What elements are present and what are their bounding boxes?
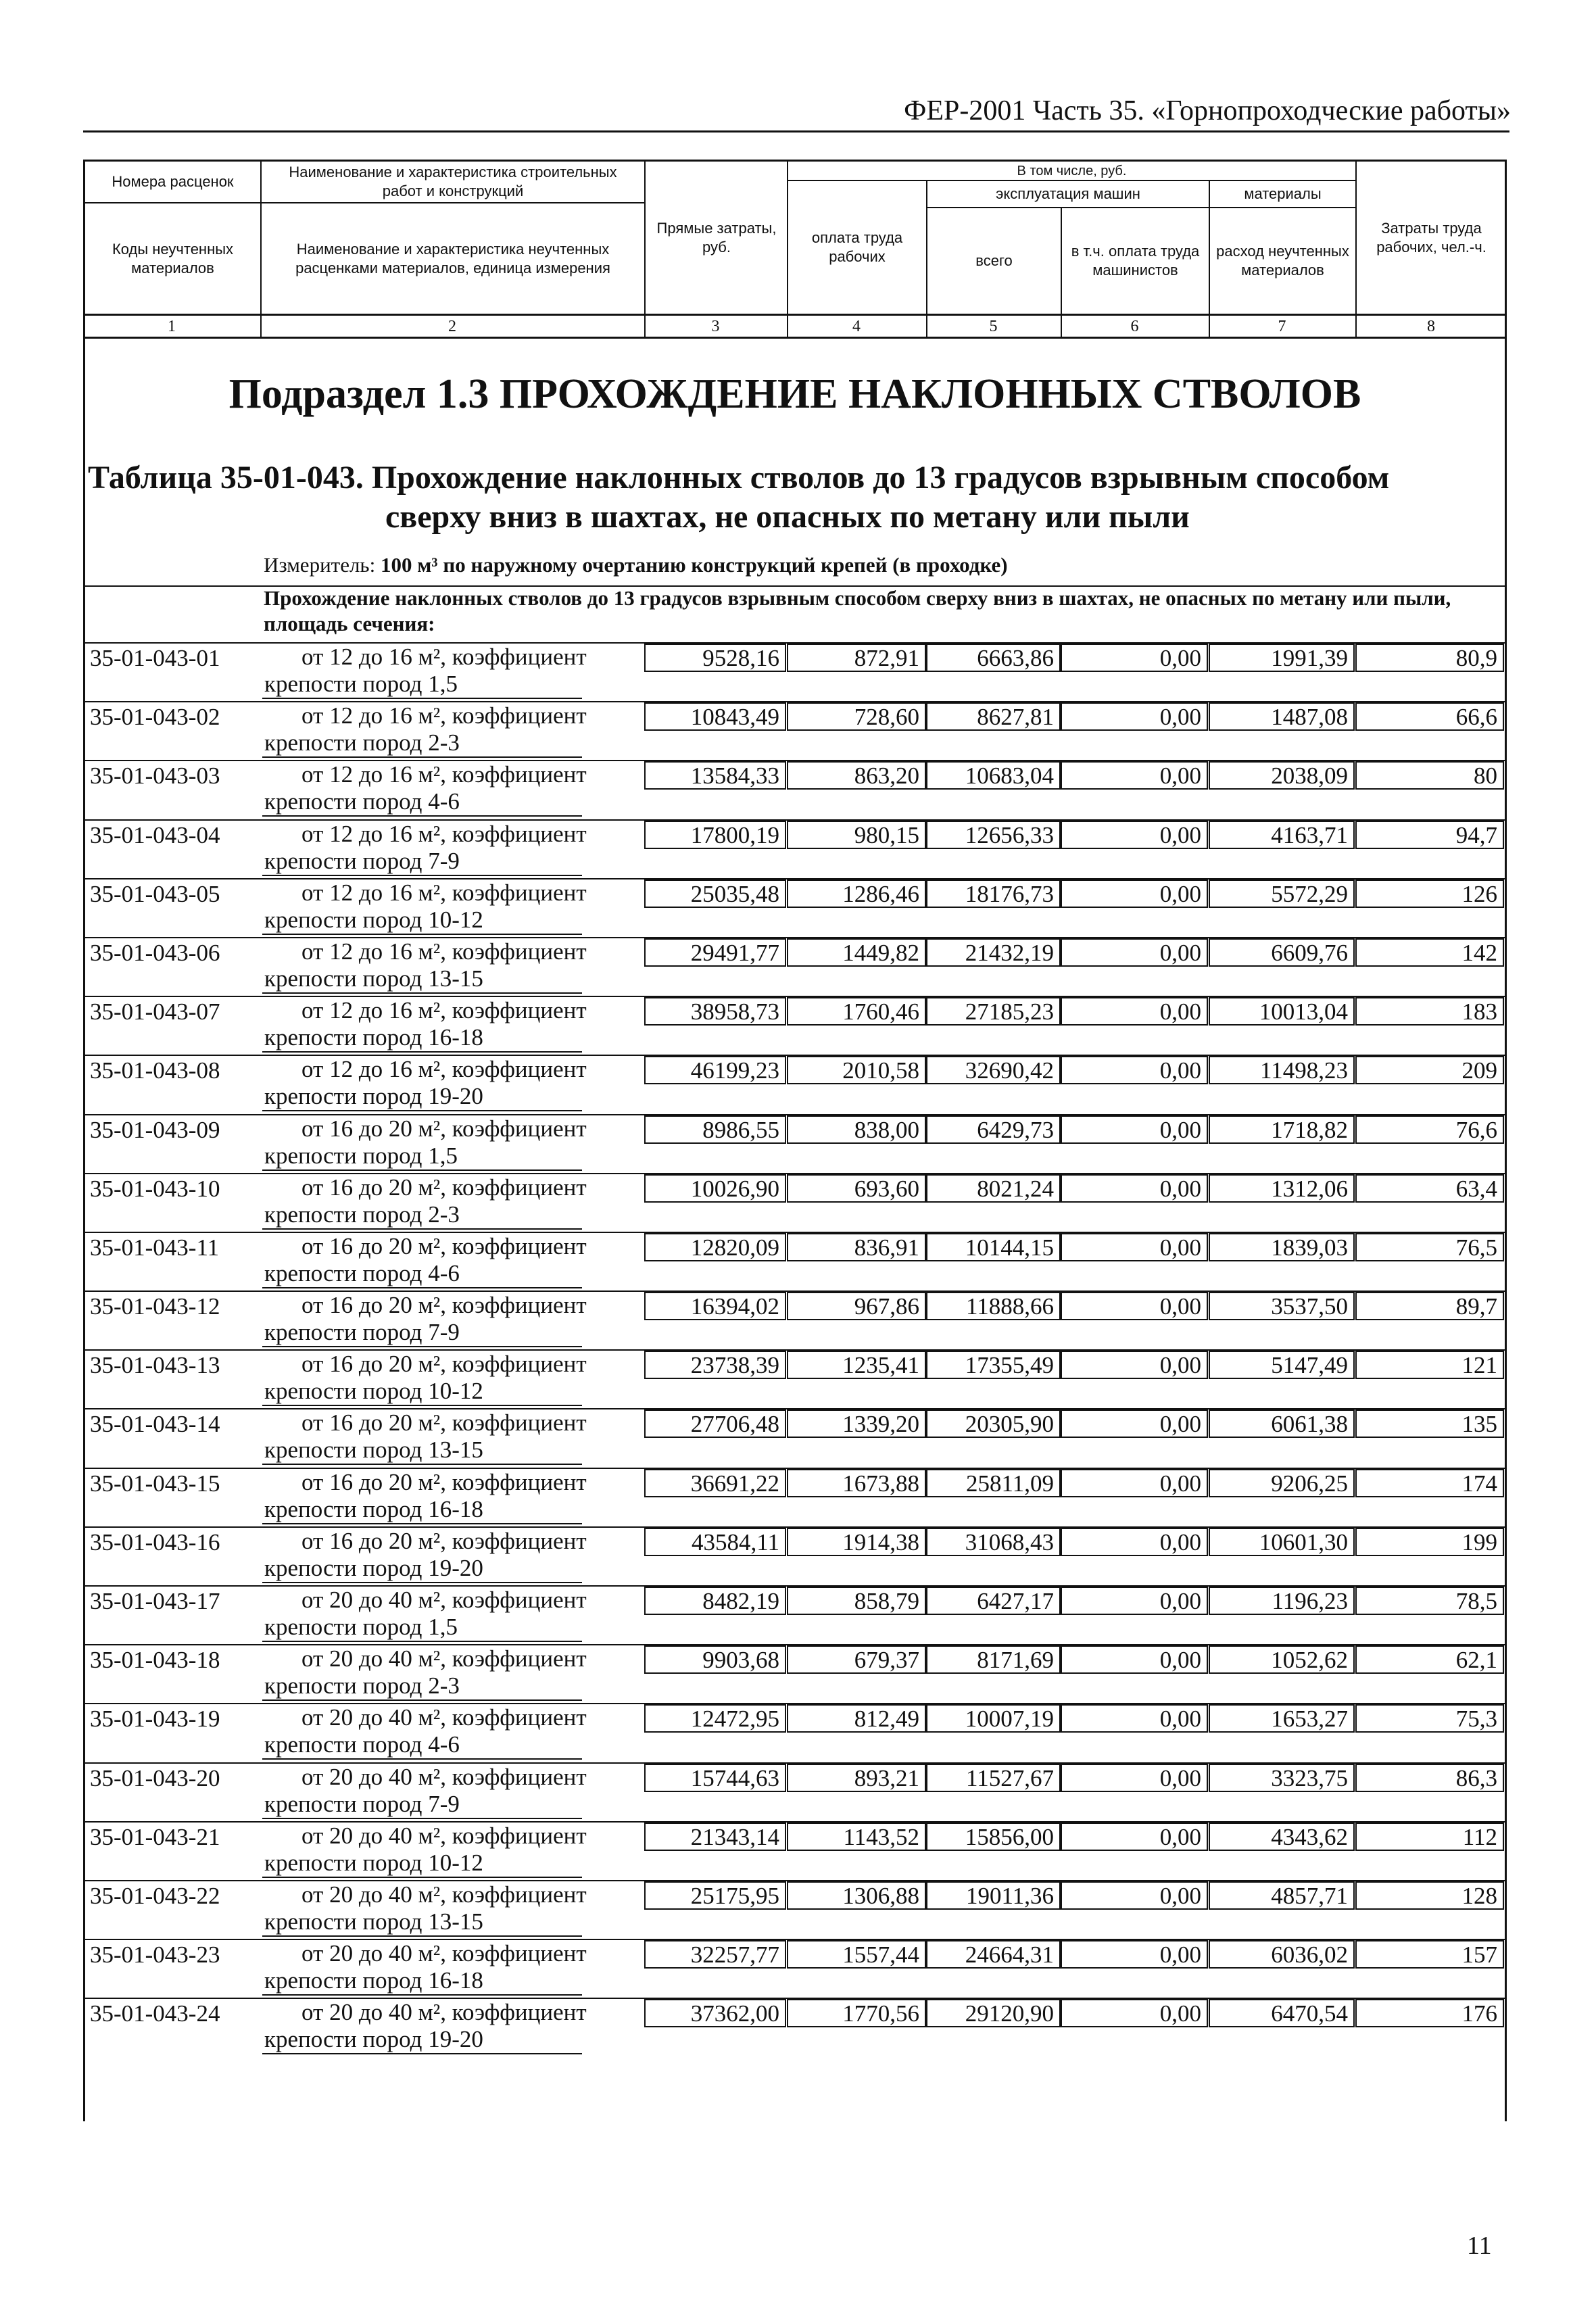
- table-header: [83, 160, 1507, 339]
- cell-hours: 121: [1461, 1352, 1497, 1379]
- work-description-line2: крепости пород 10-12: [262, 907, 582, 935]
- cell-materials: 5147,49: [1271, 1352, 1348, 1379]
- table-row: [83, 1939, 1507, 1998]
- work-description-line2: крепости пород 7-9: [262, 1791, 582, 1819]
- hdr-border-right: [1505, 160, 1507, 339]
- cell-labor: 980,15: [854, 821, 919, 848]
- cell-materials: 1196,23: [1272, 1588, 1348, 1614]
- cell-direct: 12472,95: [690, 1706, 779, 1733]
- work-description-line1: от 16 до 20 м², коэффициент: [301, 1292, 587, 1319]
- work-description-line1: от 20 до 40 м², коэффициент: [301, 1587, 587, 1613]
- cell-operators: 0,00: [1159, 1528, 1201, 1555]
- table-row: [83, 1998, 1507, 2056]
- rate-code: 35-01-043-14: [90, 1411, 220, 1438]
- work-description-line1: от 16 до 20 м², коэффициент: [301, 1468, 587, 1495]
- cell-machines: 21432,19: [965, 939, 1054, 966]
- group-description: Прохождение наклонных стволов до 13 градусов взрывным способом сверху вниз в шахтах, не опасных по метану или пыли, площадь сечения:: [264, 586, 1451, 635]
- cell-materials: 6470,54: [1271, 2000, 1348, 2027]
- cell-materials: 3323,75: [1271, 1764, 1348, 1791]
- cell-machines: 20305,90: [965, 1411, 1054, 1438]
- hdr-operators-pay: в т.ч. оплата труда машинистов: [1071, 243, 1200, 279]
- work-description-line2: крепости пород 2-3: [262, 729, 582, 758]
- cell-operators: 0,00: [1159, 1057, 1201, 1084]
- cell-hours: 157: [1461, 1941, 1497, 1969]
- cell-hours: 63,4: [1455, 1175, 1497, 1202]
- table-row: [83, 937, 1507, 996]
- rate-code: 35-01-043-10: [90, 1175, 220, 1202]
- cell-hours: 94,7: [1455, 821, 1497, 848]
- work-description-line1: от 16 до 20 м², коэффициент: [301, 1232, 587, 1259]
- cell-materials: 2038,09: [1271, 763, 1348, 790]
- table-row: [83, 1290, 1507, 1349]
- cell-operators: 0,00: [1159, 1234, 1201, 1261]
- hdr-vline: [260, 160, 262, 339]
- cell-direct: 9903,68: [702, 1647, 779, 1674]
- cell-labor: 838,00: [854, 1116, 919, 1143]
- cell-operators: 0,00: [1159, 1588, 1201, 1614]
- work-description-line2: крепости пород 13-15: [262, 965, 582, 994]
- cell-hours: 174: [1461, 1470, 1497, 1497]
- cell-operators: 0,00: [1159, 1706, 1201, 1733]
- table-row: [83, 1703, 1507, 1762]
- cell-labor: 728,60: [854, 704, 919, 731]
- work-description-line2: крепости пород 2-3: [262, 1672, 582, 1701]
- cell-operators: 0,00: [1159, 1647, 1201, 1674]
- column-number: 5: [989, 318, 998, 335]
- cell-machines: 8627,81: [977, 704, 1054, 731]
- table-row: [83, 1173, 1507, 1232]
- cell-machines: 12656,33: [965, 821, 1054, 848]
- table-row: [83, 1114, 1507, 1173]
- rate-code: 35-01-043-07: [90, 998, 220, 1026]
- cell-operators: 0,00: [1159, 1175, 1201, 1202]
- cell-machines: 6663,86: [977, 645, 1054, 671]
- hdr-labor-pay: оплата труда рабочих: [811, 229, 903, 265]
- work-description-line1: от 12 до 16 м², коэффициент: [301, 644, 587, 670]
- hdr-machines-total: всего: [975, 252, 1013, 269]
- cell-direct: 27706,48: [690, 1411, 779, 1438]
- work-description-line1: от 12 до 16 м², коэффициент: [301, 997, 587, 1024]
- cell-labor: 693,60: [854, 1175, 919, 1202]
- rate-code: 35-01-043-11: [90, 1234, 220, 1261]
- work-description-line2: крепости пород 7-9: [262, 848, 582, 876]
- hdr-labor-hours: Затраты труда рабочих, чел.-ч.: [1376, 219, 1486, 256]
- cell-materials: 1839,03: [1271, 1234, 1348, 1261]
- cell-materials: 1312,06: [1271, 1175, 1348, 1202]
- cell-machines: 17355,49: [965, 1352, 1054, 1379]
- cell-materials: 1653,27: [1271, 1706, 1348, 1733]
- cell-operators: 0,00: [1159, 2000, 1201, 2027]
- cell-direct: 32257,77: [690, 1941, 779, 1969]
- cell-hours: 142: [1461, 939, 1497, 966]
- cell-direct: 21343,14: [690, 1823, 779, 1850]
- cell-direct: 8482,19: [702, 1588, 779, 1614]
- work-description-line2: крепости пород 4-6: [262, 1260, 582, 1288]
- work-description-line1: от 16 до 20 м², коэффициент: [301, 1174, 587, 1201]
- rate-code: 35-01-043-22: [90, 1882, 220, 1909]
- rate-code: 35-01-043-04: [90, 821, 220, 848]
- table-row: [83, 642, 1507, 701]
- cell-operators: 0,00: [1159, 1941, 1201, 1969]
- work-description-line1: от 12 до 16 м², коэффициент: [301, 761, 587, 788]
- work-description-line1: от 12 до 16 м², коэффициент: [301, 702, 587, 729]
- hdr-materials-usage: расход неучтенных материалов: [1216, 243, 1349, 279]
- cell-machines: 32690,42: [965, 1057, 1054, 1084]
- work-description-line2: крепости пород 7-9: [262, 1319, 582, 1347]
- cell-materials: 1052,62: [1271, 1647, 1348, 1674]
- cell-materials: 6061,38: [1271, 1411, 1348, 1438]
- hdr-direct-costs: Прямые затраты, руб.: [656, 219, 777, 256]
- cell-hours: 128: [1461, 1882, 1497, 1909]
- cell-operators: 0,00: [1159, 1764, 1201, 1791]
- work-description-line2: крепости пород 1,5: [262, 1142, 582, 1171]
- table-row: [83, 1408, 1507, 1467]
- work-description-line1: от 20 до 40 м², коэффициент: [301, 1822, 587, 1849]
- cell-direct: 29491,77: [690, 939, 779, 966]
- hdr-vline: [644, 160, 646, 339]
- work-description-line1: от 16 до 20 м², коэффициент: [301, 1115, 587, 1142]
- table-row: [83, 996, 1507, 1055]
- cell-direct: 36691,22: [690, 1470, 779, 1497]
- cell-machines: 19011,36: [966, 1882, 1054, 1909]
- column-number: 4: [852, 318, 861, 335]
- work-description-line1: от 20 до 40 м², коэффициент: [301, 1645, 587, 1672]
- cell-operators: 0,00: [1159, 645, 1201, 671]
- rate-code: 35-01-043-03: [90, 763, 220, 790]
- rate-code: 35-01-043-09: [90, 1116, 220, 1143]
- cell-hours: 80,9: [1455, 645, 1497, 671]
- cell-hours: 126: [1461, 880, 1497, 907]
- cell-materials: 5572,29: [1271, 880, 1348, 907]
- table-row: [83, 1880, 1507, 1939]
- cell-hours: 199: [1461, 1528, 1497, 1555]
- rate-table-body: [83, 642, 1507, 2057]
- rate-code: 35-01-043-20: [90, 1764, 220, 1791]
- work-description-line2: крепости пород 4-6: [262, 1731, 582, 1760]
- rate-code: 35-01-043-21: [90, 1823, 220, 1850]
- page-number: 11: [1467, 2231, 1492, 2260]
- cell-hours: 135: [1461, 1411, 1497, 1438]
- cell-labor: 893,21: [854, 1764, 919, 1791]
- cell-direct: 13584,33: [690, 763, 779, 790]
- work-description-line1: от 12 до 16 м², коэффициент: [301, 938, 587, 965]
- cell-direct: 9528,16: [702, 645, 779, 671]
- cell-machines: 15856,00: [965, 1823, 1054, 1850]
- work-description-line1: от 20 до 40 м², коэффициент: [301, 1940, 587, 1967]
- cell-labor: 1235,41: [842, 1352, 919, 1379]
- hdr-material-name: Наименование и характеристика неучтенных расценками материалов, единица измерения: [295, 240, 610, 276]
- cell-machines: 27185,23: [965, 998, 1054, 1026]
- cell-materials: 4163,71: [1271, 821, 1348, 848]
- cell-operators: 0,00: [1159, 821, 1201, 848]
- table-row: [83, 819, 1507, 878]
- column-numbers: [83, 315, 1507, 339]
- cell-materials: 4857,71: [1271, 1882, 1348, 1909]
- cell-machines: 24664,31: [965, 1941, 1054, 1969]
- cell-materials: 1487,08: [1271, 704, 1348, 731]
- cell-machines: 10144,15: [965, 1234, 1054, 1261]
- table-row: [83, 701, 1507, 760]
- cell-direct: 43584,11: [692, 1528, 779, 1555]
- cell-direct: 23738,39: [690, 1352, 779, 1379]
- column-number: 6: [1130, 318, 1139, 335]
- rate-code: 35-01-043-19: [90, 1706, 220, 1733]
- table-row: [83, 878, 1507, 937]
- work-description-line1: от 20 до 40 м², коэффициент: [301, 1763, 587, 1790]
- work-description-line2: крепости пород 2-3: [262, 1201, 582, 1230]
- cell-hours: 86,3: [1455, 1764, 1497, 1791]
- rate-code: 35-01-043-08: [90, 1057, 220, 1084]
- subsection-title: Подраздел 1.3 ПРОХОЖДЕНИЕ НАКЛОННЫХ СТВОЛОВ: [228, 371, 1361, 417]
- cell-machines: 8171,69: [977, 1647, 1054, 1674]
- cell-labor: 1673,88: [842, 1470, 919, 1497]
- header-rule: [83, 130, 1509, 132]
- cell-operators: 0,00: [1159, 1470, 1201, 1497]
- cell-machines: 6427,17: [977, 1588, 1054, 1614]
- column-number: 7: [1278, 318, 1286, 335]
- cell-labor: 1770,56: [842, 2000, 919, 2027]
- cell-direct: 8986,55: [702, 1116, 779, 1143]
- cell-labor: 1760,46: [842, 998, 919, 1026]
- hdr-materials: материалы: [1244, 185, 1322, 202]
- work-description-line1: от 20 до 40 м², коэффициент: [301, 1704, 587, 1731]
- cell-hours: 66,6: [1455, 704, 1497, 731]
- hdr-vline: [787, 160, 788, 339]
- cell-hours: 89,7: [1455, 1293, 1497, 1320]
- hdr-work-name: Наименование и характеристика строительных работ и конструкций: [289, 164, 617, 199]
- cell-operators: 0,00: [1159, 1823, 1201, 1850]
- column-number: 8: [1427, 318, 1435, 335]
- cell-labor: 967,86: [854, 1293, 919, 1320]
- cell-materials: 10013,04: [1259, 998, 1348, 1026]
- table-row: [83, 1232, 1507, 1290]
- cell-operators: 0,00: [1159, 704, 1201, 731]
- table-row: [83, 1349, 1507, 1408]
- work-description-line2: крепости пород 10-12: [262, 1850, 582, 1878]
- rate-code: 35-01-043-15: [90, 1470, 220, 1497]
- cell-operators: 0,00: [1159, 1352, 1201, 1379]
- cell-operators: 0,00: [1159, 1411, 1201, 1438]
- work-description-line1: от 16 до 20 м², коэффициент: [301, 1527, 587, 1554]
- work-description-line2: крепости пород 10-12: [262, 1378, 582, 1406]
- cell-hours: 75,3: [1455, 1706, 1497, 1733]
- cell-materials: 11498,23: [1260, 1057, 1348, 1084]
- cell-hours: 80: [1474, 763, 1497, 790]
- rate-code: 35-01-043-05: [90, 880, 220, 907]
- hdr-codes: Номера расценок: [112, 173, 234, 190]
- rate-code: 35-01-043-17: [90, 1588, 220, 1614]
- cell-hours: 76,6: [1455, 1116, 1497, 1143]
- cell-machines: 11527,67: [966, 1764, 1054, 1791]
- cell-labor: 1557,44: [842, 1941, 919, 1969]
- table-row: [83, 1055, 1507, 1113]
- cell-operators: 0,00: [1159, 1116, 1201, 1143]
- cell-labor: 1449,82: [842, 939, 919, 966]
- table-row: [83, 1585, 1507, 1644]
- cell-hours: 183: [1461, 998, 1497, 1026]
- work-description-line2: крепости пород 1,5: [262, 1614, 582, 1642]
- cell-operators: 0,00: [1159, 939, 1201, 966]
- cell-machines: 11888,66: [966, 1293, 1054, 1320]
- cell-materials: 6609,76: [1271, 939, 1348, 966]
- cell-materials: 1718,82: [1271, 1116, 1348, 1143]
- cell-labor: 1306,88: [842, 1882, 919, 1909]
- work-description-line2: крепости пород 19-20: [262, 2026, 582, 2054]
- work-description-line2: крепости пород 19-20: [262, 1555, 582, 1583]
- table-row: [83, 1468, 1507, 1526]
- rate-code: 35-01-043-02: [90, 704, 220, 731]
- cell-direct: 10843,49: [690, 704, 779, 731]
- cell-machines: 10683,04: [965, 763, 1054, 790]
- measure-value: 100 м³ по наружному очертанию конструкций крепей (в проходке): [380, 553, 1008, 577]
- measure-label: Измеритель:: [264, 553, 376, 577]
- cell-machines: 6429,73: [977, 1116, 1054, 1143]
- work-description-line2: крепости пород 4-6: [262, 788, 582, 817]
- cell-hours: 76,5: [1455, 1234, 1497, 1261]
- hdr-machines: эксплуатация машин: [996, 185, 1140, 202]
- hdr-including: В том числе, руб.: [1017, 163, 1127, 178]
- cell-hours: 209: [1461, 1057, 1497, 1084]
- cell-hours: 62,1: [1455, 1647, 1497, 1674]
- table-row: [83, 1644, 1507, 1703]
- hdr-vline: [1355, 160, 1357, 339]
- cell-direct: 16394,02: [690, 1293, 779, 1320]
- work-description-line2: крепости пород 19-20: [262, 1083, 582, 1111]
- cell-direct: 38958,73: [690, 998, 779, 1026]
- work-description-line2: крепости пород 16-18: [262, 1967, 582, 1996]
- rate-code: 35-01-043-23: [90, 1941, 220, 1969]
- table-title-line2: сверху вниз в шахтах, не опасных по метану или пыли: [385, 499, 1190, 535]
- work-description-line2: крепости пород 13-15: [262, 1437, 582, 1465]
- cell-direct: 25175,95: [690, 1882, 779, 1909]
- cell-labor: 812,49: [854, 1706, 919, 1733]
- work-description-line1: от 16 до 20 м², коэффициент: [301, 1409, 587, 1437]
- work-description-line1: от 12 до 16 м², коэффициент: [301, 820, 587, 847]
- table-title-line1: Таблица 35-01-043. Прохождение наклонных стволов до 13 градусов взрывным способом: [88, 460, 1390, 496]
- cell-direct: 15744,63: [690, 1764, 779, 1791]
- cell-direct: 12820,09: [690, 1234, 779, 1261]
- cell-labor: 872,91: [854, 645, 919, 671]
- work-description-line1: от 20 до 40 м², коэффициент: [301, 1999, 587, 2026]
- work-description-line2: крепости пород 13-15: [262, 1908, 582, 1937]
- rate-code: 35-01-043-12: [90, 1293, 220, 1320]
- cell-machines: 29120,90: [965, 2000, 1054, 2027]
- cell-machines: 25811,09: [966, 1470, 1054, 1497]
- cell-operators: 0,00: [1159, 998, 1201, 1026]
- cell-hours: 78,5: [1455, 1588, 1497, 1614]
- rate-code: 35-01-043-18: [90, 1647, 220, 1674]
- cell-labor: 1143,52: [843, 1823, 919, 1850]
- cell-hours: 112: [1462, 1823, 1497, 1850]
- cell-machines: 8021,24: [977, 1175, 1054, 1202]
- cell-operators: 0,00: [1159, 763, 1201, 790]
- rate-code: 35-01-043-01: [90, 645, 220, 671]
- cell-labor: 836,91: [854, 1234, 919, 1261]
- cell-materials: 3537,50: [1271, 1293, 1348, 1320]
- cell-materials: 1991,39: [1271, 645, 1348, 671]
- work-description-line1: от 12 до 16 м², коэффициент: [301, 879, 587, 906]
- cell-direct: 37362,00: [690, 2000, 779, 2027]
- cell-operators: 0,00: [1159, 1882, 1201, 1909]
- table-row: [83, 1526, 1507, 1585]
- cell-labor: 1286,46: [842, 880, 919, 907]
- table-row: [83, 760, 1507, 819]
- cell-labor: 1914,38: [842, 1528, 919, 1555]
- cell-machines: 10007,19: [965, 1706, 1054, 1733]
- cell-direct: 25035,48: [690, 880, 779, 907]
- cell-hours: 176: [1461, 2000, 1497, 2027]
- column-number: 3: [711, 318, 720, 335]
- rate-code: 35-01-043-13: [90, 1352, 220, 1379]
- cell-labor: 1339,20: [842, 1411, 919, 1438]
- cell-operators: 0,00: [1159, 1293, 1201, 1320]
- column-number: 1: [168, 318, 176, 335]
- work-description-line1: от 20 до 40 м², коэффициент: [301, 1881, 587, 1908]
- cell-operators: 0,00: [1159, 880, 1201, 907]
- cell-materials: 4343,62: [1271, 1823, 1348, 1850]
- work-description-line2: крепости пород 16-18: [262, 1024, 582, 1053]
- cell-direct: 10026,90: [690, 1175, 779, 1202]
- cell-machines: 31068,43: [965, 1528, 1054, 1555]
- cell-labor: 679,37: [854, 1647, 919, 1674]
- work-description-line1: от 12 до 16 м², коэффициент: [301, 1056, 587, 1083]
- work-description-line2: крепости пород 1,5: [262, 671, 582, 699]
- table-title: [88, 458, 1507, 537]
- rate-code: 35-01-043-16: [90, 1528, 220, 1555]
- cell-direct: 46199,23: [690, 1057, 779, 1084]
- cell-materials: 10601,30: [1259, 1528, 1348, 1555]
- running-head: ФЕР-2001 Часть 35. «Горнопроходческие работы»: [904, 95, 1511, 126]
- table-row: [83, 1762, 1507, 1821]
- cell-labor: 2010,58: [842, 1057, 919, 1084]
- cell-machines: 18176,73: [965, 880, 1054, 907]
- cell-labor: 858,79: [854, 1588, 919, 1614]
- measure-unit: [264, 553, 1008, 577]
- work-description-line1: от 16 до 20 м², коэффициент: [301, 1351, 587, 1378]
- work-description-line2: крепости пород 16-18: [262, 1496, 582, 1524]
- cell-labor: 863,20: [854, 763, 919, 790]
- table-row: [83, 1821, 1507, 1880]
- cell-materials: 9206,25: [1271, 1470, 1348, 1497]
- cell-direct: 17800,19: [690, 821, 779, 848]
- rate-code: 35-01-043-24: [90, 2000, 220, 2027]
- hdr-material-codes: Коды неучтенных материалов: [112, 240, 234, 276]
- cell-materials: 6036,02: [1271, 1941, 1348, 1969]
- column-number: 2: [448, 318, 456, 335]
- rate-code: 35-01-043-06: [90, 939, 220, 966]
